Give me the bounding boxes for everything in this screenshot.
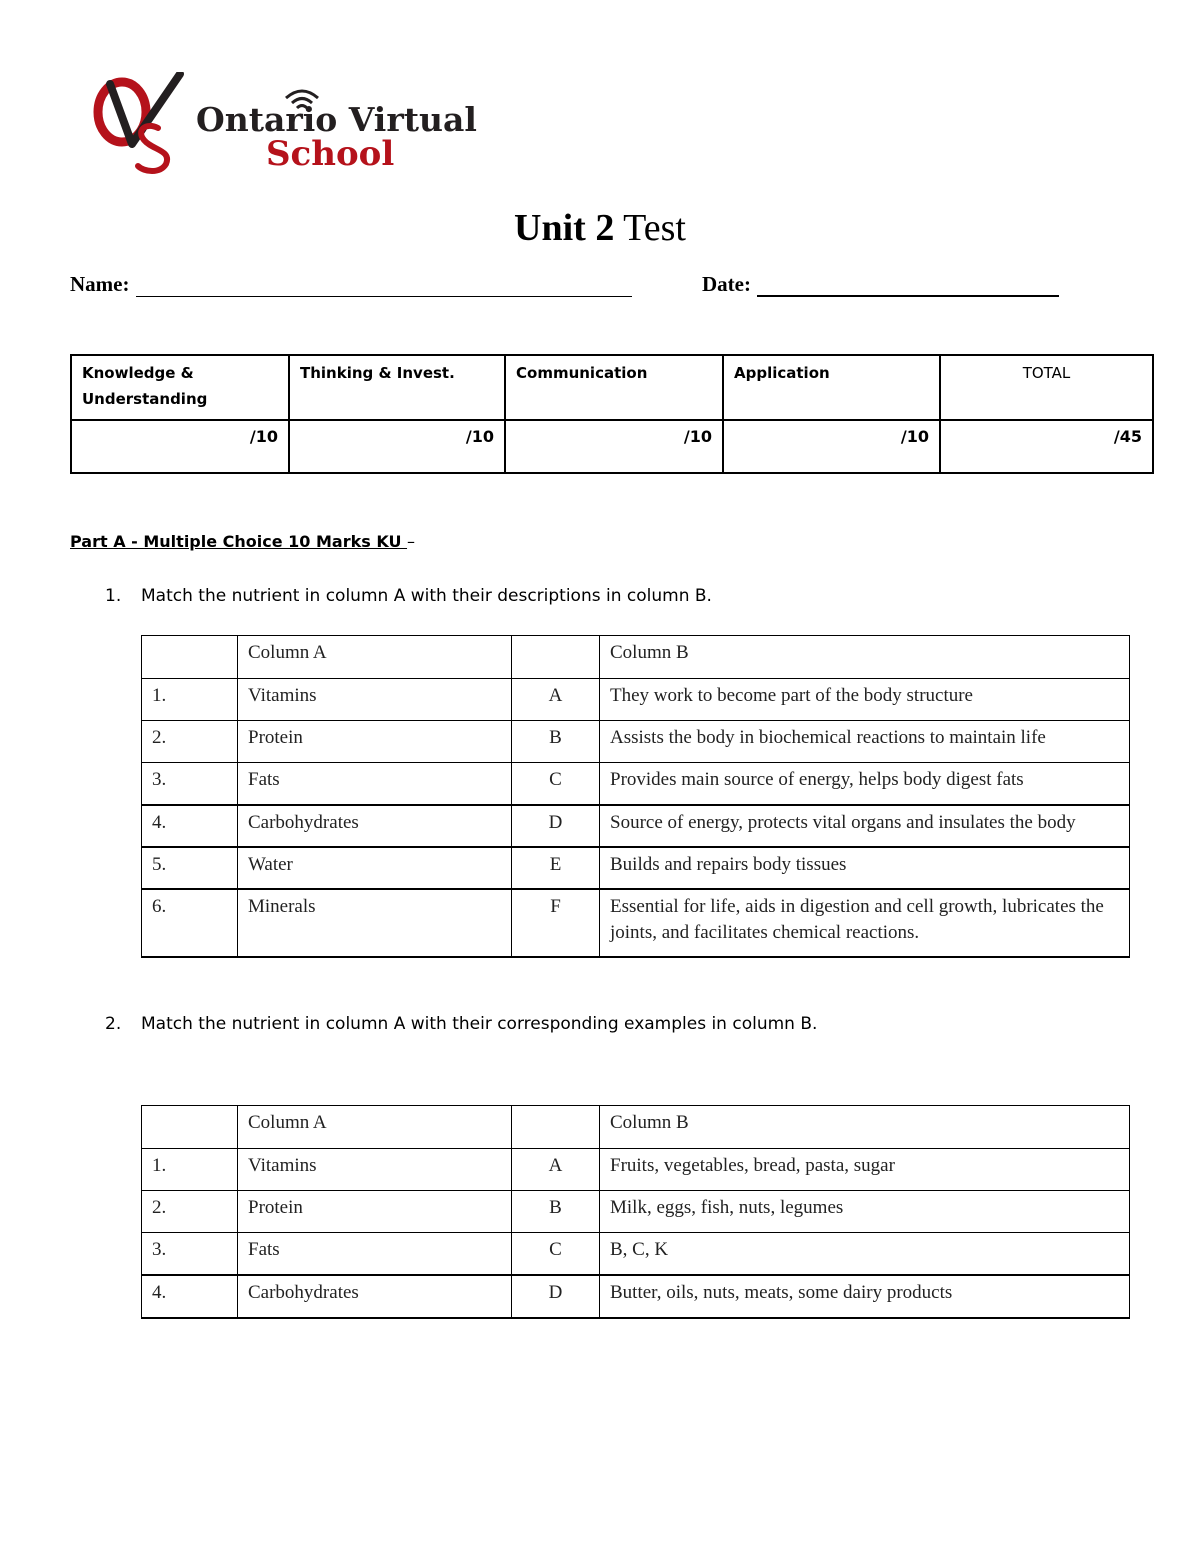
table-cell (142, 636, 238, 679)
example-cell: B, C, K (600, 1233, 1130, 1275)
table-row (142, 1191, 1130, 1233)
letter-cell: B (512, 1191, 600, 1233)
nutrient-cell: Fats (238, 763, 512, 805)
nutrient-cell: Protein (238, 1191, 512, 1233)
letter-cell: A (512, 679, 600, 721)
letter-cell: B (512, 721, 600, 763)
part-a-heading (70, 532, 415, 551)
table-row (142, 679, 1130, 721)
score-mark-communication[interactable]: /10 (505, 420, 723, 473)
score-header-application: Application (723, 355, 940, 420)
table-cell (512, 1106, 600, 1149)
name-label: Name: (70, 272, 130, 296)
row-number: 2. (142, 721, 238, 763)
question-2 (105, 1014, 817, 1034)
table-row (142, 805, 1130, 847)
description-cell: Essential for life, aids in digestion and cell growth, lubricates the joints, and facilitates chemical reactions. (600, 889, 1130, 957)
score-header-total: TOTAL (940, 355, 1153, 420)
page-title (0, 206, 1200, 250)
description-cell: Builds and repairs body tissues (600, 847, 1130, 889)
ovs-emblem-icon (92, 72, 202, 177)
row-number: 4. (142, 805, 238, 847)
name-field[interactable] (136, 296, 632, 297)
row-number: 3. (142, 1233, 238, 1275)
letter-cell: D (512, 805, 600, 847)
row-number: 1. (142, 679, 238, 721)
row-number: 4. (142, 1275, 238, 1318)
description-cell: Assists the body in biochemical reactions to maintain life (600, 721, 1130, 763)
question-2-number: 2. (105, 1014, 122, 1034)
nutrient-cell: Protein (238, 721, 512, 763)
letter-cell: D (512, 1275, 600, 1318)
question-1-number: 1. (105, 586, 122, 606)
letter-cell: C (512, 763, 600, 805)
table-row (142, 847, 1130, 889)
score-mark-thinking[interactable]: /10 (289, 420, 505, 473)
description-cell: They work to become part of the body structure (600, 679, 1130, 721)
letter-cell: E (512, 847, 600, 889)
table-row (142, 721, 1130, 763)
column-a-header: Column A (238, 636, 512, 679)
nutrient-cell: Vitamins (238, 1149, 512, 1191)
row-number: 3. (142, 763, 238, 805)
column-b-header: Column B (600, 1106, 1130, 1149)
score-mark-application[interactable]: /10 (723, 420, 940, 473)
score-header-row (71, 355, 1153, 420)
letter-cell: C (512, 1233, 600, 1275)
score-mark-ku[interactable]: /10 (71, 420, 289, 473)
table-row (142, 889, 1130, 957)
question-1-table (141, 635, 1130, 958)
score-header-communication: Communication (505, 355, 723, 420)
nutrient-cell: Water (238, 847, 512, 889)
table-header-row (142, 1106, 1130, 1149)
row-number: 1. (142, 1149, 238, 1191)
table-row (142, 1233, 1130, 1275)
description-cell: Provides main source of energy, helps body digest fats (600, 763, 1130, 805)
row-number: 5. (142, 847, 238, 889)
example-cell: Fruits, vegetables, bread, pasta, sugar (600, 1149, 1130, 1191)
table-row (142, 1149, 1130, 1191)
brand-name-line1: Ontario Virtual (196, 100, 477, 139)
question-2-table (141, 1105, 1130, 1319)
date-field[interactable] (757, 295, 1059, 297)
column-a-header: Column A (238, 1106, 512, 1149)
letter-cell: A (512, 1149, 600, 1191)
score-header-thinking: Thinking & Invest. (289, 355, 505, 420)
score-header-ku: Knowledge & Understanding (71, 355, 289, 420)
part-a-title: Part A - Multiple Choice 10 Marks KU (70, 532, 408, 551)
title-unit: Unit 2 (514, 207, 615, 249)
column-b-header: Column B (600, 636, 1130, 679)
question-1-text: Match the nutrient in column A with their descriptions in column B. (141, 586, 712, 606)
brand-name-line2: School (266, 134, 395, 174)
table-row (142, 1275, 1130, 1318)
part-a-dash: – (407, 532, 416, 551)
title-test: Test (623, 207, 686, 249)
date-label: Date: (702, 272, 751, 296)
row-number: 2. (142, 1191, 238, 1233)
question-2-text: Match the nutrient in column A with their corresponding examples in column B. (141, 1014, 818, 1034)
nutrient-cell: Carbohydrates (238, 805, 512, 847)
score-table (70, 354, 1154, 474)
table-header-row (142, 636, 1130, 679)
example-cell: Butter, oils, nuts, meats, some dairy products (600, 1275, 1130, 1318)
score-marks-row (71, 420, 1153, 473)
nutrient-cell: Vitamins (238, 679, 512, 721)
nutrient-cell: Minerals (238, 889, 512, 957)
letter-cell: F (512, 889, 600, 957)
row-number: 6. (142, 889, 238, 957)
question-1 (105, 586, 712, 606)
school-logo (92, 72, 477, 177)
nutrient-cell: Fats (238, 1233, 512, 1275)
nutrient-cell: Carbohydrates (238, 1275, 512, 1318)
example-cell: Milk, eggs, fish, nuts, legumes (600, 1191, 1130, 1233)
table-cell (142, 1106, 238, 1149)
description-cell: Source of energy, protects vital organs and insulates the body (600, 805, 1130, 847)
table-row (142, 763, 1130, 805)
table-cell (512, 636, 600, 679)
score-mark-total[interactable]: /45 (940, 420, 1153, 473)
